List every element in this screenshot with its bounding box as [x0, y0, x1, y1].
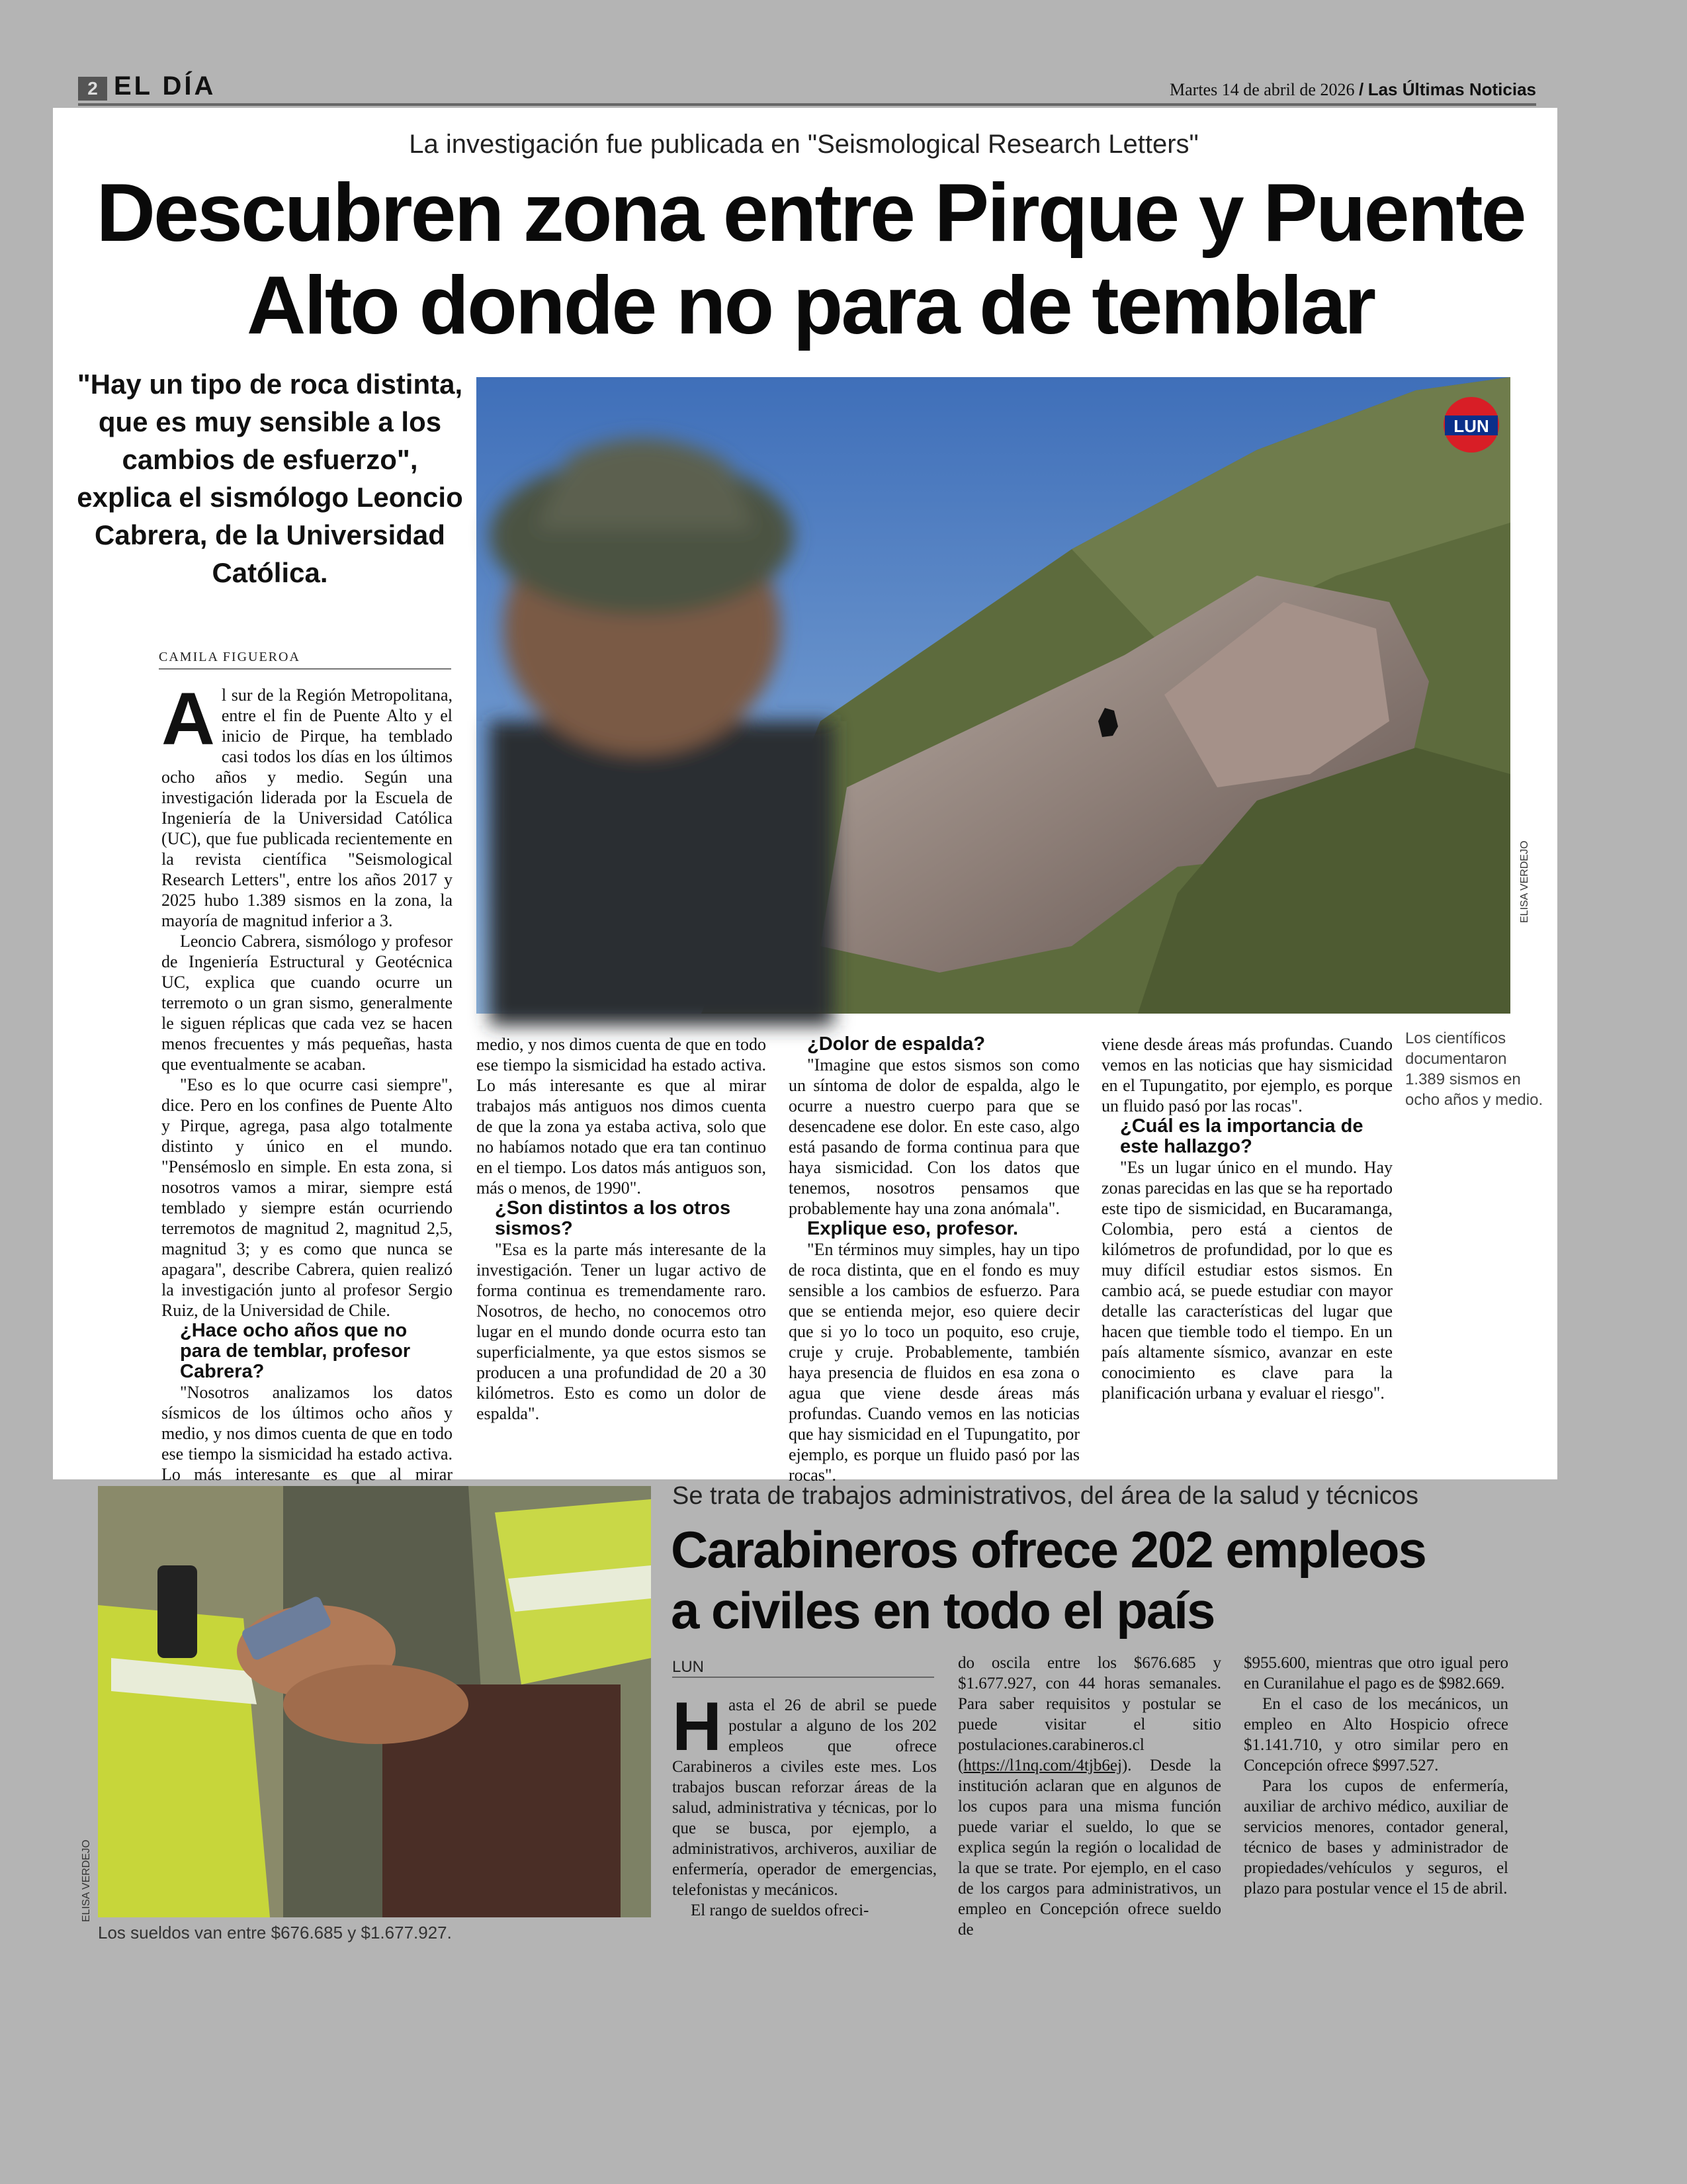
paragraph-continued: viene desde áreas más profundas. Cuando vemos en las noticias que hay sismicidad en el Tupungatito, por ejemplo, es porque un fluido pasó por las rocas". [1102, 1035, 1393, 1115]
carabineros-photo-illustration [98, 1486, 651, 1917]
drop-cap: H [672, 1688, 722, 1765]
article2-column-2 [958, 1653, 1221, 1940]
paragraph: "Eso es lo que ocurre casi siempre", dice. Pero en los confines de Puente Alto y Pirque, agrega, pasa algo totalmente distinto y único en el mundo. "Pensémoslo en simple. En esta zona, si nosotros vamos a mirar, siempre está temblado y siempre están ocurriendo terremotos de magnitud 2, magnitud 2,5, magnitud 3; y es como que nunca se apagara", describe Cabrera, quien realizó la investigación junto al profesor Sergio Ruiz, de la Universidad de Chile. [161, 1075, 453, 1320]
paragraph: El rango de sueldos ofreci- [691, 1901, 869, 1919]
hillside-photo-illustration [476, 377, 1510, 1014]
article-headline: Descubren zona entre Pirque y Puente Alto donde no para de temblar [96, 167, 1525, 351]
paragraph: "En términos muy simples, hay un tipo de roca distinta, que en el fondo es muy sensible a los cambios de esfuerzo. Para que se entienda mejor, eso quiere decir que si yo lo toco un poquito, eso cruje, cruje y cruje. Probablemente, también haya presencia de fluidos en esa zona o agua que viene desde áreas más profundas. Cuando vemos en las noticias que hay sismicidad en el Tupungatito, por ejemplo, es porque un fluido pasó por las rocas". [789, 1240, 1080, 1485]
paragraph: En el caso de los mecánicos, un empleo en Alto Hospicio ofrece $1.141.710, y otro similar pero en Concepción ofrece $997.527. [1244, 1695, 1508, 1774]
paragraph: "Imagine que estos sismos son como un síntoma de dolor de espalda, algo le ocurre a nuestro cuerpo para que se desencadene ese dolor. En este caso, algo está pasando de forma continua para que haya sismicidad. Con los datos que tenemos, nosotros pensamos que probablemente hay una zona anómala". [789, 1055, 1080, 1218]
header-separator: / [1358, 79, 1364, 99]
article-column-2 [476, 1034, 766, 1424]
section-name: EL DÍA [114, 71, 216, 101]
photo-credit: ELISA VERDEJO [1519, 840, 1530, 923]
byline-rule [672, 1677, 934, 1678]
photo-credit: ELISA VERDEJO [81, 1839, 92, 1922]
paragraph: "Nosotros analizamos los datos sísmicos de los últimos ocho años y medio, y nos dimos cuenta de que en todo ese tiempo la sismicidad ha estado activa. Lo más interesante es que al mirar [161, 1383, 453, 1484]
article-headline: Carabineros ofrece 202 empleos a civiles en todo el país [671, 1520, 1426, 1639]
photo-caption: Los sueldos van entre $676.685 y $1.677.927. [98, 1923, 452, 1943]
short-link[interactable]: https://l1nq.com/4tjb6ej [963, 1757, 1122, 1774]
interview-question: ¿Dolor de espalda? [807, 1033, 986, 1055]
header-dateline [1170, 79, 1536, 100]
publication-name: Las Últimas Noticias [1367, 79, 1536, 99]
byline-rule [159, 668, 451, 670]
paragraph: asta el 26 de abril se puede postular a alguno de los 202 empleos que ofrece Carabineros a civiles este mes. Los trabajos buscan reforzar áreas de la salud, administrativa y técnicas, por lo que se busca, por ejemplo, a administrativos, archiveros, auxiliar de enfermería, operador de emergencias, telefonistas y mecánicos. [672, 1696, 937, 1899]
paragraph: Para los cupos de enfermería, auxiliar de archivo médico, auxiliar de servicios menores, contador general, técnico de bases y administrador de propiedades/vehículos y seguros, el plazo para postular vence el 15 de abril. [1244, 1777, 1508, 1898]
paragraph-text: do oscila entre los $676.685 y $1.677.927, con 44 horas semanales. Para saber requisitos y postular se puede visitar el sitio postulaciones.carabineros.cl ( [958, 1654, 1221, 1774]
interview-question: Explique eso, profesor. [807, 1218, 1019, 1239]
paragraph-continued: $955.600, mientras que otro igual pero en Curanilahue el pago es de $982.669. [1244, 1654, 1508, 1692]
header-rule [78, 103, 1536, 106]
interview-question: ¿Hace ocho años que no para de temblar, profesor Cabrera? [180, 1320, 411, 1382]
article-column-4 [1102, 1034, 1393, 1403]
article2-column-1 [672, 1688, 937, 1921]
photo-caption: Los científicos documentaron 1.389 sismos en ocho años y medio. [1405, 1029, 1543, 1109]
interview-question: ¿Son distintos a los otros sismos? [495, 1198, 731, 1239]
article-kicker: La investigación fue publicada en "Seismological Research Letters" [409, 130, 1199, 159]
carabineros-photo [98, 1486, 651, 1917]
article-kicker: Se trata de trabajos administrativos, del área de la salud y técnicos [672, 1482, 1418, 1510]
lun-logo-text: LUN [1453, 416, 1489, 436]
article-column-1 [161, 677, 453, 1484]
paragraph: l sur de la Región Metropolitana, entre el fin de Puente Alto y el inicio de Pirque, ha temblado casi todos los días en los últimos ocho años y medio. Según una investigación liderada por la Escuela de Ingeniería de la Universidad Católica (UC), que fue publicada recientemente en la revista científica "Seismological Research Letters", entre los años 2017 y 2025 hubo 1.389 sismos en la zona, la mayoría de magnitud inferior a 3. [161, 685, 453, 930]
paragraph: "Es un lugar único en el mundo. Hay zonas parecidas en las que se ha reportado este tipo de sismicidad, en Bucaramanga, Colombia, pero está a cientos de kilómetros de profundidad, por lo que es muy difícil estudiar estos sismos. En cambio acá, se puede estudiar con mayor detalle las características del lugar que hacen que tiemble todo el tiempo. En un país altamente sísmico, avanzar en este conocimiento es clave para la planificación urbana y evaluar el riesgo". [1102, 1158, 1393, 1403]
paragraph: Leoncio Cabrera, sismólogo y profesor de Ingeniería Estructural y Geotécnica UC, explica que cuando ocurre un terremoto o un gran sismo, generalmente le siguen réplicas que cada vez se hacen menos frecuentes y más pequeñas, hasta que eventualmente se acaban. [161, 932, 453, 1074]
paragraph-continued: medio, y nos dimos cuenta de que en todo ese tiempo la sismicidad ha estado activa. Lo más interesante es que al mirar trabajos más antiguos nos dimos cuenta de que la zona ya estaba activa, solo que no habíamos notado que era tan continuo en el tiempo. Los datos más antiguos son, más o menos, de 1990". [476, 1035, 766, 1198]
interview-question: ¿Cuál es la importancia de este hallazgo? [1120, 1115, 1363, 1157]
article-byline: LUN [672, 1658, 705, 1676]
page-number: 2 [78, 77, 107, 101]
drop-cap: A [161, 677, 215, 760]
paragraph: "Esa es la parte más interesante de la investigación. Tener un lugar activo de forma continua es tremendamente raro. Nosotros, de hecho, no conocemos otro lugar en el mundo donde ocurra esto tan superficialmente, ya que estos sismos se producen a una profundidad de 20 a 30 kilómetros. Esto es como un dolor de espalda". [476, 1240, 766, 1423]
article-photo [476, 377, 1510, 1014]
article-byline: CAMILA FIGUEROA [159, 650, 300, 664]
issue-date: Martes 14 de abril de 2026 [1170, 80, 1355, 99]
paragraph-2 [958, 1653, 1221, 1940]
article-column-3 [789, 1033, 1080, 1485]
paragraph-text: ). Desde la institución aclaran que en algunos de los cupos para una misma función puede variar el sueldo, lo que se explica según la región o localidad de la que se trate. Por ejemplo, en el caso de los cargos para administrativos, un empleo en Concepción ofrece sueldo de [958, 1757, 1221, 1939]
lun-logo [1442, 396, 1500, 454]
article2-column-3 [1244, 1653, 1508, 1899]
article-deck: "Hay un tipo de roca distinta, que es muy sensible a los cambios de esfuerzo", explica el sismólogo Leoncio Cabrera, de la Universidad Católica. [77, 369, 463, 588]
